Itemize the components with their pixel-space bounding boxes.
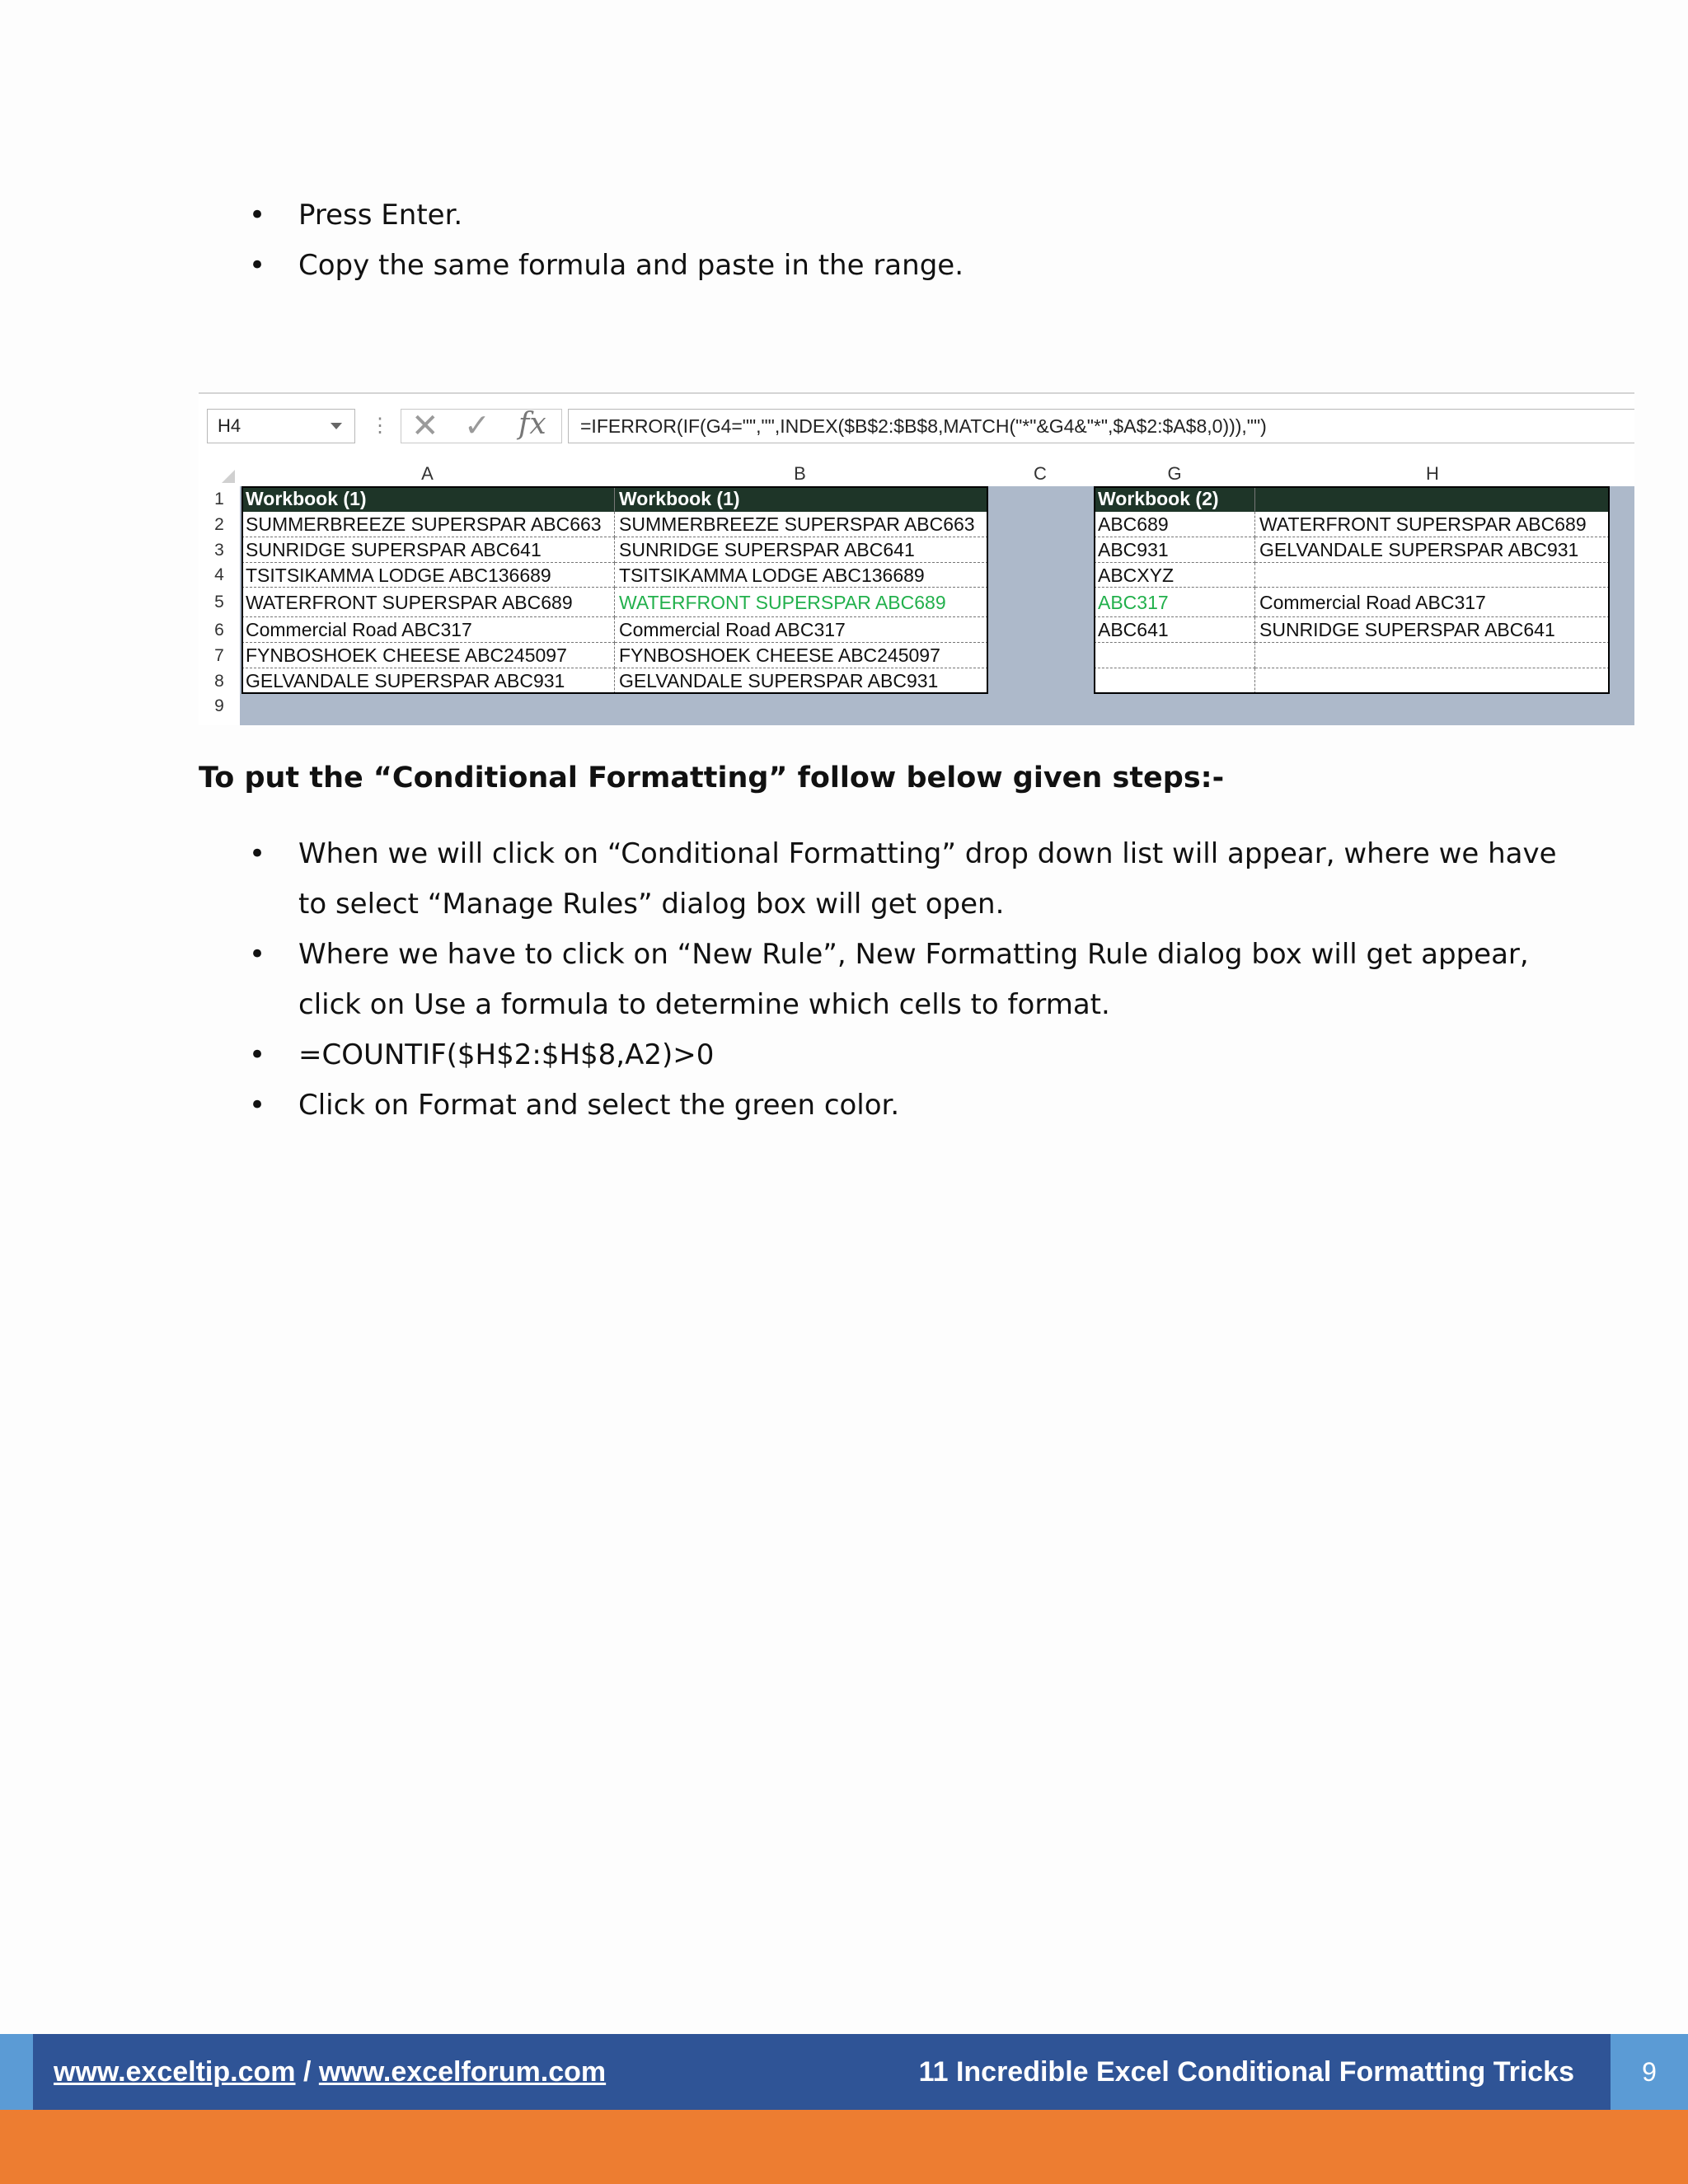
list-item [249, 930, 1584, 1030]
bullet-icon: • [249, 1089, 266, 1122]
list-item-text: Click on Format and select the green color. [298, 1089, 900, 1122]
row-header[interactable]: 6 [199, 617, 240, 643]
header-cell-g1[interactable]: Workbook (2) [1094, 486, 1255, 512]
list-item-text: Where we have to click on “New Rule”, New Formatting Rule dialog box will get appear, click on Use a formula to determine which cells to format. [298, 938, 1529, 1021]
row-header[interactable]: 4 [199, 563, 240, 588]
row-header[interactable]: 2 [199, 512, 240, 537]
chevron-down-icon[interactable] [331, 423, 342, 429]
cell-a4[interactable]: TSITSIKAMMA LODGE ABC136689 [241, 563, 615, 588]
cell-g8[interactable] [1094, 668, 1255, 694]
cell-a6[interactable]: Commercial Road ABC317 [241, 617, 615, 643]
list-item [249, 1080, 1584, 1131]
footer-links [54, 2052, 606, 2092]
cell-a7[interactable]: FYNBOSHOEK CHEESE ABC245097 [241, 643, 615, 668]
cell-h2[interactable]: WATERFRONT SUPERSPAR ABC689 [1255, 512, 1610, 537]
footer-document-title: 11 Incredible Excel Conditional Formatting Tricks [918, 2056, 1574, 2088]
row-header[interactable]: 7 [199, 643, 240, 668]
formula-bar-input[interactable]: =IFERROR(IF(G4="","",INDEX($B$2:$B$8,MATCH("*"&G4&"*",$A$2:$A$8,0))),"") [568, 409, 1634, 443]
page-number: 9 [1642, 2057, 1657, 2087]
vertical-dots-icon: ⋮ [370, 415, 390, 437]
select-all-corner[interactable] [222, 470, 235, 483]
cell-b7[interactable]: FYNBOSHOEK CHEESE ABC245097 [615, 643, 988, 668]
cell-h6[interactable]: SUNRIDGE SUPERSPAR ABC641 [1255, 617, 1610, 643]
bullet-list-top [249, 190, 1584, 291]
cell-g3[interactable]: ABC931 [1094, 537, 1255, 563]
checkmark-icon[interactable]: ✓ [464, 409, 490, 443]
bullet-icon: • [249, 1038, 266, 1071]
column-header-c[interactable]: C [987, 462, 1094, 486]
column-header-g[interactable]: G [1094, 462, 1255, 486]
row-header[interactable]: 3 [199, 537, 240, 563]
row-header[interactable]: 8 [199, 668, 240, 694]
cell-b8[interactable]: GELVANDALE SUPERSPAR ABC931 [615, 668, 988, 694]
cell-a2[interactable]: SUMMERBREEZE SUPERSPAR ABC663 [241, 512, 615, 537]
cell-h4[interactable] [1255, 563, 1610, 588]
cell-h8[interactable] [1255, 668, 1610, 694]
cell-h3[interactable]: GELVANDALE SUPERSPAR ABC931 [1255, 537, 1610, 563]
worksheet-grid [199, 462, 1634, 725]
list-item-text: Press Enter. [298, 199, 463, 232]
list-item [249, 1030, 1584, 1080]
footer-left-accent [0, 2034, 33, 2110]
row-header[interactable]: 9 [199, 694, 240, 719]
footer-link-exceltip[interactable]: www.exceltip.com [54, 2056, 296, 2088]
bullet-icon: • [249, 249, 266, 282]
cell-b6[interactable]: Commercial Road ABC317 [615, 617, 988, 643]
cell-a8[interactable]: GELVANDALE SUPERSPAR ABC931 [241, 668, 615, 694]
cell-g5-highlighted[interactable]: ABC317 [1094, 588, 1255, 617]
row-header[interactable]: 1 [199, 486, 240, 512]
insert-function-icon[interactable]: fx [518, 407, 546, 441]
header-cell-h1[interactable] [1255, 486, 1610, 512]
column-header-a[interactable]: A [241, 462, 613, 486]
name-box[interactable]: H4 [207, 409, 355, 443]
spreadsheet-screenshot [199, 392, 1634, 725]
cell-g7[interactable] [1094, 643, 1255, 668]
cell-b2[interactable]: SUMMERBREEZE SUPERSPAR ABC663 [615, 512, 988, 537]
cell-g6[interactable]: ABC641 [1094, 617, 1255, 643]
cell-a5[interactable]: WATERFRONT SUPERSPAR ABC689 [241, 588, 615, 617]
cell-h7[interactable] [1255, 643, 1610, 668]
column-header-h[interactable]: H [1255, 462, 1610, 486]
bullet-icon: • [249, 938, 266, 971]
cancel-icon[interactable]: ✕ [411, 408, 439, 444]
bullet-icon: • [249, 199, 266, 232]
list-item [249, 829, 1584, 930]
bullet-list-bottom [249, 829, 1584, 1131]
list-item-text: When we will click on “Conditional Formatting” drop down list will appear, where we have to select “Manage Rules” dialog box will get open. [298, 837, 1557, 921]
cell-g4[interactable]: ABCXYZ [1094, 563, 1255, 588]
header-cell-b1[interactable]: Workbook (1) [615, 486, 988, 512]
footer-link-excelforum[interactable]: www.excelforum.com [318, 2056, 607, 2088]
list-item [249, 190, 1584, 241]
section-heading: To put the “Conditional Formatting” follow below given steps:- [199, 762, 1225, 794]
row-header[interactable]: 5 [199, 588, 240, 617]
cell-b4[interactable]: TSITSIKAMMA LODGE ABC136689 [615, 563, 988, 588]
list-item [249, 241, 1584, 291]
ribbon-divider [199, 392, 1634, 394]
footer-link-separator: / [295, 2056, 319, 2088]
list-item-text: Copy the same formula and paste in the range. [298, 249, 964, 282]
cell-a3[interactable]: SUNRIDGE SUPERSPAR ABC641 [241, 537, 615, 563]
cell-b3[interactable]: SUNRIDGE SUPERSPAR ABC641 [615, 537, 988, 563]
bullet-icon: • [249, 837, 266, 870]
cell-g2[interactable]: ABC689 [1094, 512, 1255, 537]
header-cell-a1[interactable]: Workbook (1) [241, 486, 615, 512]
footer-orange-band [0, 2110, 1688, 2184]
cell-b5-highlighted[interactable]: WATERFRONT SUPERSPAR ABC689 [615, 588, 988, 617]
cell-h5[interactable]: Commercial Road ABC317 [1255, 588, 1610, 617]
list-item-text: =COUNTIF($H$2:$H$8,A2)>0 [298, 1038, 715, 1071]
column-header-b[interactable]: B [613, 462, 987, 486]
